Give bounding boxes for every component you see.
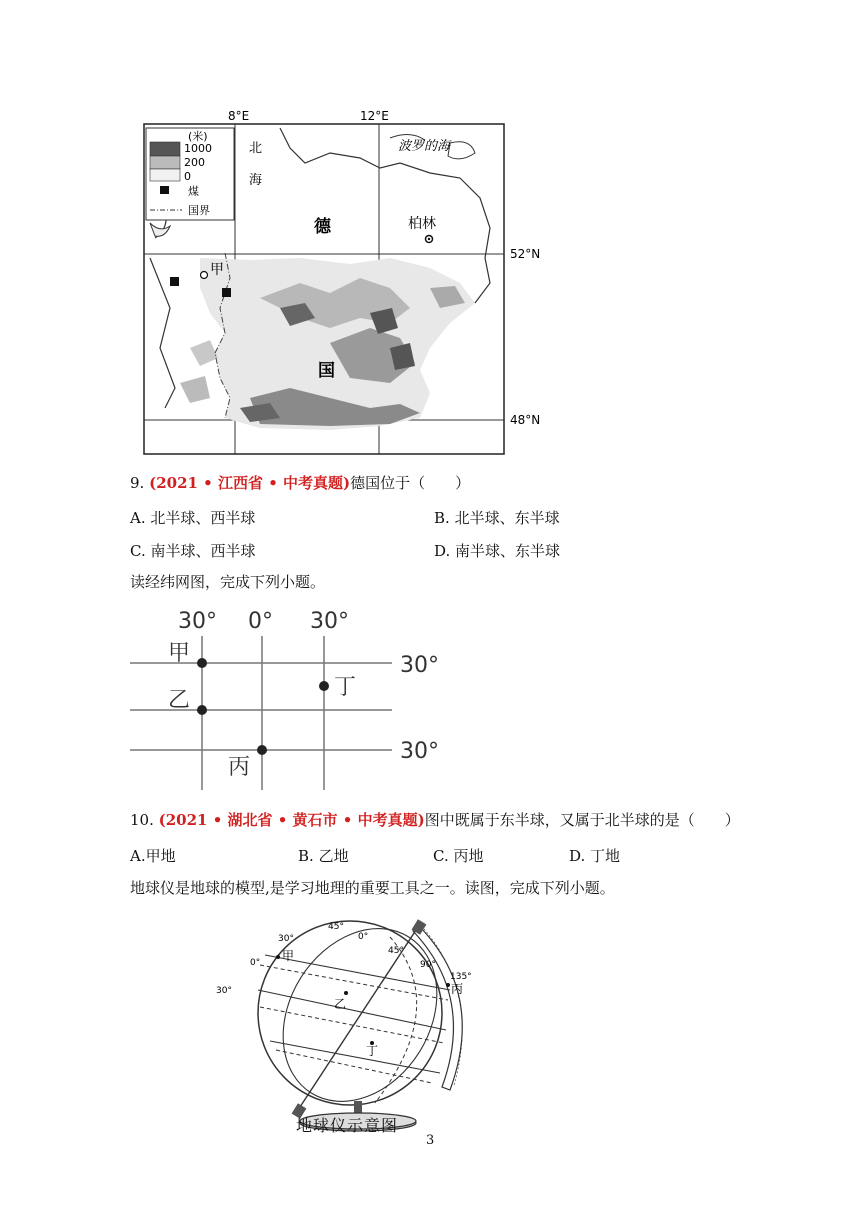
lon-label-12e: 12°E — [360, 109, 389, 123]
option-text: 南半球、西半球 — [150, 542, 256, 560]
globe-point-jia: 甲 — [282, 949, 295, 963]
lon-label-45e: 45° — [388, 946, 404, 956]
option-text: 北半球、西半球 — [150, 509, 256, 527]
lat-label-0: 0° — [250, 958, 261, 968]
option-letter: B. — [298, 847, 314, 865]
germany-map — [130, 108, 560, 458]
option-d[interactable] — [569, 845, 620, 866]
graticule-figure — [130, 600, 470, 795]
question-10 — [130, 810, 740, 830]
top-label-30w: 30° — [178, 609, 217, 634]
right-label-30n: 30° — [400, 653, 439, 678]
point-ding: 丁 — [334, 675, 357, 700]
option-c[interactable] — [130, 540, 256, 561]
option-letter: D. — [569, 847, 586, 865]
page-number: 3 — [426, 1133, 435, 1148]
question-stem: 德国位于（ ） — [350, 474, 471, 492]
label-north-sea-2: 海 — [249, 173, 263, 188]
lat-label-30n: 30° — [278, 934, 294, 944]
option-c[interactable] — [433, 845, 484, 866]
option-a[interactable] — [130, 507, 255, 528]
coal-marker — [170, 277, 179, 286]
option-letter: C. — [130, 542, 146, 560]
option-a[interactable] — [130, 845, 176, 866]
legend-coal: 煤 — [188, 185, 199, 198]
lon-label-0: 0° — [358, 932, 369, 942]
question-source: (2021 • 江西省 • 中考真题) — [149, 474, 351, 492]
question-9 — [130, 473, 470, 493]
question-number: 9. — [130, 474, 145, 492]
lat-label-30s: 30° — [216, 986, 232, 996]
legend-unit: (米) — [188, 130, 208, 143]
legend-level-200: 200 — [184, 156, 205, 169]
point-yi: 乙 — [168, 688, 191, 713]
label-jia-germany: 甲 — [210, 262, 224, 278]
option-letter: A. — [130, 509, 146, 527]
top-label-0: 0° — [248, 609, 273, 634]
lon-label-135e: 135° — [450, 972, 472, 982]
option-letter: D. — [434, 542, 451, 560]
lon-label-90e: 90° — [420, 960, 436, 970]
lon-label-8e: 8°E — [228, 109, 250, 123]
coal-marker — [222, 288, 231, 297]
intro-text-10: 读经纬网图，完成下列小题。 — [130, 573, 326, 591]
globe-figure — [210, 915, 510, 1140]
option-text: 乙地 — [318, 847, 349, 865]
label-baltic-sea: 波罗的海 — [398, 139, 451, 154]
lat-label-48n: 48°N — [510, 413, 541, 427]
option-letter: A. — [130, 847, 146, 865]
option-text: 北半球、东半球 — [454, 509, 560, 527]
top-label-30e: 30° — [310, 609, 349, 634]
legend-level-0: 0 — [184, 170, 191, 183]
option-b[interactable] — [434, 507, 560, 528]
label-guo: 国 — [318, 361, 335, 381]
globe-point-bing: 丙 — [451, 982, 464, 996]
question-source: (2021 • 湖北省 • 黄石市 • 中考真题) — [158, 811, 425, 829]
intro-text-11: 地球仪是地球的模型,是学习地理的重要工具之一。读图，完成下列小题。 — [130, 879, 615, 897]
question-number: 10. — [130, 811, 154, 829]
globe-caption: 地球仪示意图 — [296, 1116, 399, 1135]
option-b[interactable] — [298, 845, 349, 866]
option-letter: B. — [434, 509, 450, 527]
lon-label-45w: 45° — [328, 922, 344, 932]
option-text: 甲地 — [145, 847, 176, 865]
right-label-30s: 30° — [400, 739, 439, 764]
lat-label-52n: 52°N — [510, 247, 541, 261]
question-stem: 图中既属于东半球，又属于北半球的是（ ） — [424, 811, 740, 829]
globe-point-yi: 乙 — [334, 997, 347, 1011]
option-text: 丙地 — [453, 847, 484, 865]
legend-level-1000: 1000 — [184, 142, 212, 155]
label-berlin: 柏林 — [408, 216, 436, 232]
legend-border: 国界 — [188, 204, 210, 217]
point-bing: 丙 — [228, 755, 251, 780]
option-letter: C. — [433, 847, 449, 865]
option-text: 南半球、东半球 — [455, 542, 561, 560]
label-north-sea-1: 北 — [249, 141, 263, 156]
option-d[interactable] — [434, 540, 560, 561]
point-jia: 甲 — [168, 641, 191, 666]
option-text: 丁地 — [590, 847, 621, 865]
label-de: 德 — [314, 217, 331, 237]
globe-point-ding: 丁 — [366, 1044, 379, 1058]
